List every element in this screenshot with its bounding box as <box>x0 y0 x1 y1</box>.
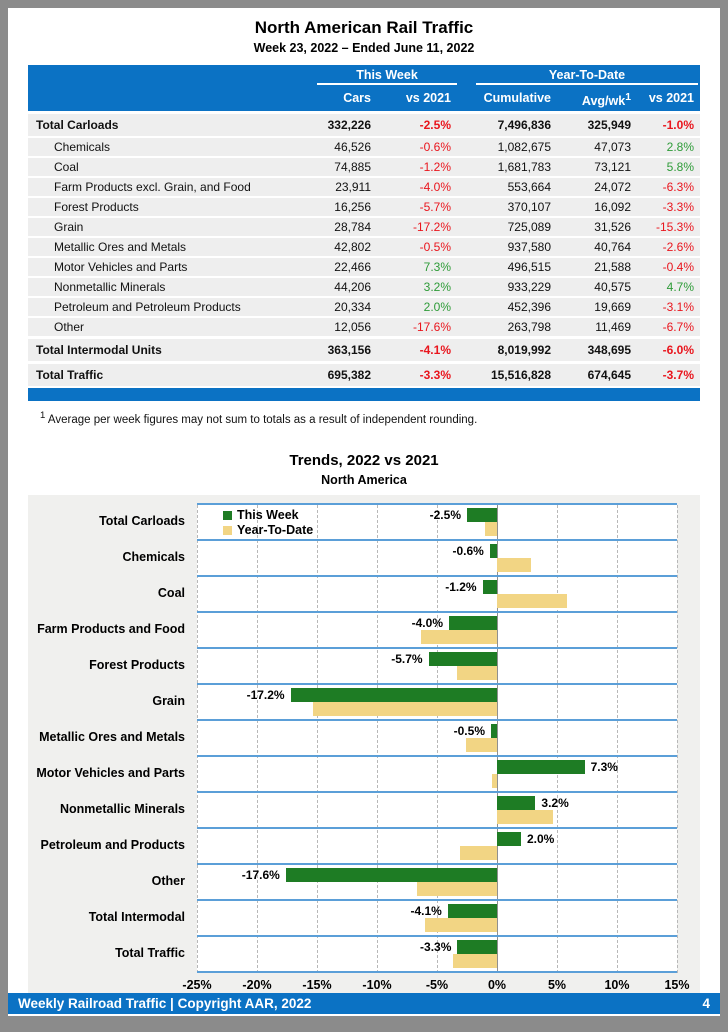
cell-week-vs-2021: -17.2% <box>412 220 451 234</box>
bar-year-to-date <box>485 522 497 536</box>
column-header-cumulative: Cumulative <box>483 91 551 105</box>
table-row <box>28 318 700 336</box>
x-tick-label: -15% <box>302 977 332 992</box>
bar-value-label: 2.0% <box>527 831 555 846</box>
cell-cumulative: 553,664 <box>507 180 551 194</box>
bar-this-week <box>490 544 497 558</box>
cell-cumulative: 1,681,783 <box>497 160 551 174</box>
cell-cumulative: 1,082,675 <box>497 140 551 154</box>
cell-ytd-vs-2021: -2.6% <box>662 240 694 254</box>
cell-cumulative: 933,229 <box>507 280 551 294</box>
chart-category-labels <box>28 503 197 973</box>
bar-year-to-date <box>421 630 497 644</box>
footer-text: Weekly Railroad Traffic | Copyright AAR, 2022 <box>18 996 312 1011</box>
category-label: Nonmetallic Minerals <box>59 801 185 816</box>
table-body <box>28 114 700 386</box>
cell-avg-per-week: 16,092 <box>594 200 631 214</box>
x-tick-label: 5% <box>547 977 567 992</box>
chart-band <box>197 865 677 901</box>
cell-cars: 46,526 <box>334 140 371 154</box>
table-group-header-row <box>28 68 700 88</box>
cell-avg-per-week: 24,072 <box>594 180 631 194</box>
chart-band <box>197 793 677 829</box>
legend-item-year-to-date <box>223 523 313 538</box>
table-column-header-row <box>28 88 700 108</box>
bar-this-week <box>497 832 521 846</box>
cell-cumulative: 8,019,992 <box>497 343 551 357</box>
category-label: Grain <box>152 693 185 708</box>
x-tick-label: 15% <box>664 977 690 992</box>
x-tick-label: 0% <box>487 977 507 992</box>
bar-this-week <box>483 580 497 594</box>
trends-chart <box>28 495 700 1001</box>
footer-page-number: 4 <box>702 996 710 1011</box>
category-label: Total Intermodal <box>88 909 185 924</box>
cell-week-vs-2021: -1.2% <box>419 160 451 174</box>
cell-week-vs-2021: -0.5% <box>419 240 451 254</box>
chart-band <box>197 685 677 721</box>
cell-avg-per-week: 674,645 <box>587 368 631 382</box>
category-label: Chemicals <box>122 549 185 564</box>
cell-cars: 23,911 <box>335 180 371 194</box>
cell-cumulative: 452,396 <box>507 300 551 314</box>
cell-ytd-vs-2021: 2.8% <box>666 140 694 154</box>
cell-week-vs-2021: -0.6% <box>419 140 451 154</box>
chart-band <box>197 577 677 613</box>
cell-week-vs-2021: -17.6% <box>412 320 451 334</box>
x-tick-label: -10% <box>362 977 392 992</box>
cell-cars: 42,802 <box>334 240 371 254</box>
category-label: Coal <box>157 585 185 600</box>
category-label: Other <box>151 873 185 888</box>
cell-avg-per-week: 21,588 <box>594 260 631 274</box>
x-tick-label: -5% <box>425 977 449 992</box>
category-label: Farm Products and Food <box>37 621 185 636</box>
cell-avg-per-week: 19,669 <box>594 300 631 314</box>
chart-band <box>197 901 677 937</box>
group-header-year-to-date <box>457 68 700 88</box>
cell-cars: 22,466 <box>334 260 371 274</box>
bar-this-week <box>457 940 497 954</box>
bar-this-week <box>291 688 497 702</box>
footer-bar <box>8 993 720 1014</box>
cell-week-vs-2021: -4.0% <box>419 180 451 194</box>
row-label: Forest Products <box>54 200 139 214</box>
row-label: Coal <box>54 160 79 174</box>
table-row <box>28 198 700 216</box>
cell-avg-per-week: 31,526 <box>594 220 631 234</box>
row-label: Total Traffic <box>36 368 104 382</box>
legend-item-this-week <box>223 508 313 523</box>
group-header-spacer <box>28 68 289 88</box>
row-label: Grain <box>54 220 84 234</box>
chart-band <box>197 937 677 973</box>
category-label: Forest Products <box>89 657 185 672</box>
cell-ytd-vs-2021: 4.7% <box>666 280 694 294</box>
cell-cumulative: 7,496,836 <box>497 118 551 132</box>
row-label: Total Intermodal Units <box>36 343 162 357</box>
page-subtitle: Week 23, 2022 – Ended June 11, 2022 <box>253 41 475 55</box>
cell-avg-per-week: 325,949 <box>587 118 631 132</box>
row-label: Other <box>54 320 85 334</box>
bar-value-label: 7.3% <box>590 759 618 774</box>
bar-year-to-date <box>466 738 497 752</box>
legend-swatch-year-to-date <box>223 526 232 535</box>
x-tick-label: -25% <box>182 977 212 992</box>
legend-label-this-week: This Week <box>237 508 299 523</box>
group-header-this-week-label: This Week <box>317 68 457 85</box>
cell-week-vs-2021: -3.3% <box>419 368 451 382</box>
column-header-cars: Cars <box>343 91 371 105</box>
category-label: Motor Vehicles and Parts <box>36 765 185 780</box>
cell-cars: 332,226 <box>327 118 371 132</box>
chart-band <box>197 757 677 793</box>
cell-cumulative: 263,798 <box>507 320 551 334</box>
table-bottom-bar <box>28 388 700 401</box>
bar-this-week <box>467 508 497 522</box>
bar-value-label: -1.2% <box>445 579 477 594</box>
cell-week-vs-2021: 2.0% <box>423 300 451 314</box>
bar-this-week <box>497 796 535 810</box>
chart-band <box>197 829 677 865</box>
table-row <box>28 298 700 316</box>
bar-this-week <box>497 760 585 774</box>
column-header-ytd-vs-2021: vs 2021 <box>648 91 694 105</box>
bar-year-to-date <box>497 810 553 824</box>
row-label: Farm Products excl. Grain, and Food <box>54 180 251 194</box>
cell-ytd-vs-2021: 5.8% <box>666 160 694 174</box>
bar-year-to-date <box>497 558 531 572</box>
table-row <box>28 138 700 156</box>
chart-plot-area <box>197 503 677 973</box>
bar-value-label: -4.1% <box>410 903 442 918</box>
category-label: Total Carloads <box>99 513 185 528</box>
bar-this-week <box>448 904 497 918</box>
cell-cars: 363,156 <box>327 343 371 357</box>
report-page <box>8 8 720 1016</box>
table-row <box>28 178 700 196</box>
cell-ytd-vs-2021: -3.7% <box>662 368 694 382</box>
table-row <box>28 364 700 386</box>
column-header-empty <box>28 88 289 108</box>
chart-legend <box>223 508 313 538</box>
cell-ytd-vs-2021: -0.4% <box>662 260 694 274</box>
bar-this-week <box>491 724 497 738</box>
cell-ytd-vs-2021: -6.3% <box>662 180 694 194</box>
bar-value-label: -4.0% <box>411 615 443 630</box>
footnote-marker: 1 <box>40 410 46 421</box>
footnote-text: Average per week figures may not sum to totals as a result of independent rounding. <box>47 413 478 426</box>
cell-ytd-vs-2021: -6.7% <box>662 320 694 334</box>
cell-ytd-vs-2021: -15.3% <box>655 220 694 234</box>
category-label: Total Traffic <box>115 945 185 960</box>
chart-band <box>197 721 677 757</box>
table-row <box>28 258 700 276</box>
cell-ytd-vs-2021: -3.3% <box>662 200 694 214</box>
x-tick-label: -20% <box>242 977 272 992</box>
table-row <box>28 114 700 136</box>
bar-year-to-date <box>497 594 567 608</box>
cell-avg-per-week: 40,764 <box>594 240 631 254</box>
bar-value-label: -2.5% <box>429 507 461 522</box>
bar-year-to-date <box>313 702 497 716</box>
table-row <box>28 158 700 176</box>
row-label: Motor Vehicles and Parts <box>54 260 188 274</box>
bar-year-to-date <box>417 882 497 896</box>
table-row <box>28 218 700 236</box>
cell-week-vs-2021: -2.5% <box>419 118 451 132</box>
table-header <box>28 65 700 111</box>
page-title: North American Rail Traffic <box>254 18 474 37</box>
cell-cars: 695,382 <box>327 368 371 382</box>
cell-avg-per-week: 11,469 <box>595 320 631 334</box>
category-label: Petroleum and Products <box>40 837 185 852</box>
bar-value-label: -17.2% <box>246 687 285 702</box>
chart-band <box>197 649 677 685</box>
bar-year-to-date <box>457 666 497 680</box>
cell-cumulative: 725,089 <box>507 220 551 234</box>
cell-avg-per-week: 348,695 <box>587 343 631 357</box>
traffic-table <box>28 65 700 401</box>
footnote <box>40 410 720 426</box>
table-row <box>28 238 700 256</box>
cell-week-vs-2021: -5.7% <box>419 200 451 214</box>
legend-label-year-to-date: Year-To-Date <box>237 523 314 538</box>
cell-avg-per-week: 40,575 <box>594 280 631 294</box>
legend-swatch-this-week <box>223 511 232 520</box>
avg-wk-text: Avg/wk <box>581 94 626 108</box>
row-label: Nonmetallic Minerals <box>54 280 166 294</box>
chart-band <box>197 541 677 577</box>
table-row <box>28 339 700 361</box>
bar-this-week <box>429 652 497 666</box>
bar-value-label: -17.6% <box>241 867 280 882</box>
bar-value-label: -0.6% <box>452 543 484 558</box>
cell-ytd-vs-2021: -6.0% <box>662 343 694 357</box>
chart-title: Trends, 2022 vs 2021 <box>289 451 439 469</box>
cell-cars: 74,885 <box>334 160 371 174</box>
row-label: Petroleum and Petroleum Products <box>54 300 241 314</box>
cell-cumulative: 496,515 <box>507 260 551 274</box>
group-header-this-week <box>289 68 457 88</box>
chart-band <box>197 613 677 649</box>
cell-cars: 44,206 <box>334 280 371 294</box>
bar-year-to-date <box>425 918 497 932</box>
group-header-ytd-label: Year-To-Date <box>476 68 698 85</box>
table-row <box>28 278 700 296</box>
cell-ytd-vs-2021: -1.0% <box>662 118 694 132</box>
bar-year-to-date <box>453 954 497 968</box>
cell-cars: 16,256 <box>334 200 371 214</box>
cell-week-vs-2021: 3.2% <box>423 280 451 294</box>
bar-value-label: -0.5% <box>453 723 485 738</box>
bar-value-label: -5.7% <box>391 651 423 666</box>
x-tick-label: 10% <box>604 977 630 992</box>
bar-value-label: 3.2% <box>541 795 569 810</box>
bar-value-label: -3.3% <box>420 939 452 954</box>
cell-week-vs-2021: -4.1% <box>419 343 451 357</box>
column-header-avg-per-week <box>557 88 637 108</box>
cell-cumulative: 937,580 <box>507 240 551 254</box>
bar-year-to-date <box>460 846 497 860</box>
cell-cars: 20,334 <box>334 300 371 314</box>
cell-cars: 28,784 <box>334 220 371 234</box>
category-label: Metallic Ores and Metals <box>39 729 185 744</box>
cell-cumulative: 370,107 <box>507 200 551 214</box>
cell-cumulative: 15,516,828 <box>490 368 551 382</box>
row-label: Chemicals <box>54 140 111 154</box>
row-label: Metallic Ores and Metals <box>54 240 187 254</box>
avg-wk-footnote-marker: 1 <box>625 92 631 103</box>
row-label: Total Carloads <box>36 118 119 132</box>
bar-this-week <box>449 616 497 630</box>
cell-ytd-vs-2021: -3.1% <box>662 300 694 314</box>
cell-avg-per-week: 47,073 <box>594 140 631 154</box>
bar-this-week <box>286 868 497 882</box>
gridline <box>677 505 678 973</box>
cell-cars: 12,056 <box>334 320 371 334</box>
cell-avg-per-week: 73,121 <box>594 160 631 174</box>
column-header-week-vs-2021: vs 2021 <box>405 91 451 105</box>
bar-year-to-date <box>492 774 497 788</box>
chart-subtitle: North America <box>321 472 407 487</box>
cell-week-vs-2021: 7.3% <box>423 260 451 274</box>
